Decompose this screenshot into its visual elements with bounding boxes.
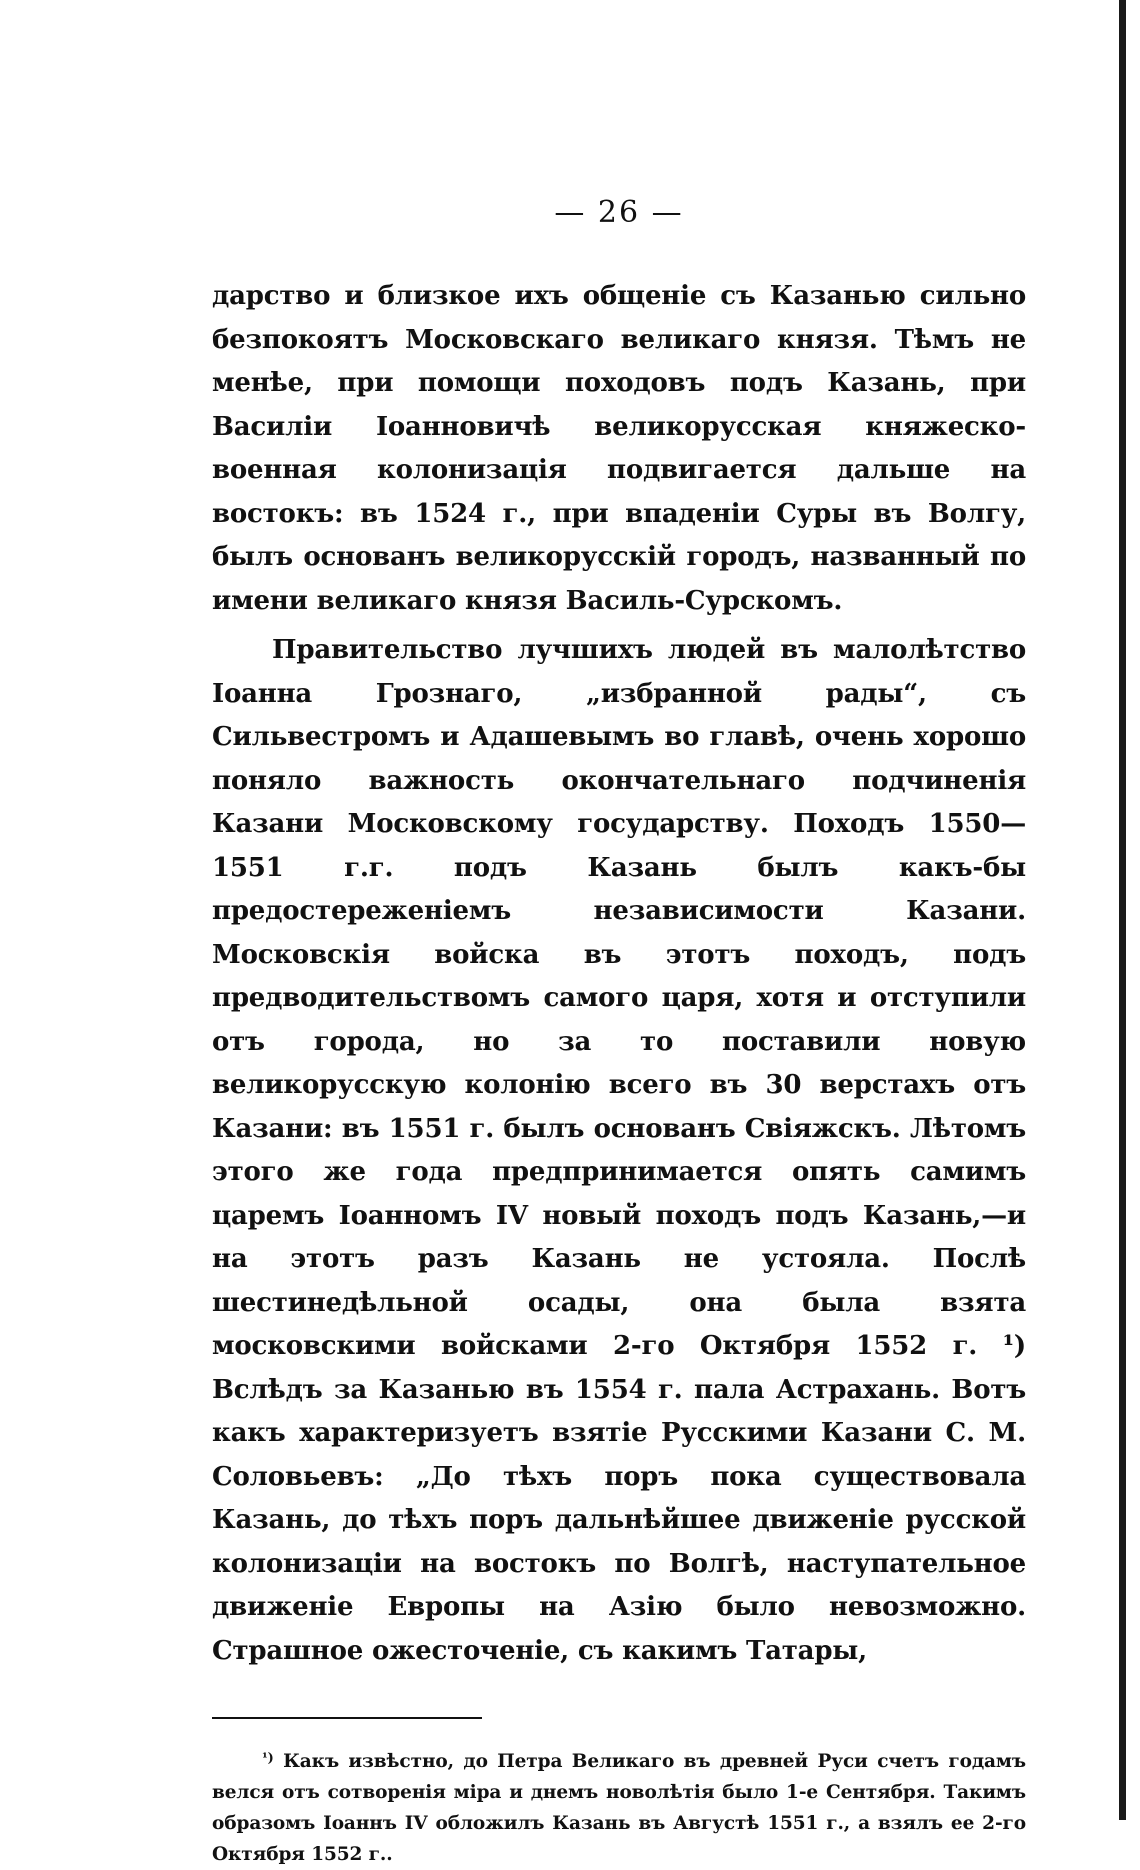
paragraph: дарство и близкое ихъ общеніе съ Казанью сильно безпокоятъ Московскаго великаго князя. Тѣмъ не менѣе, при помощи походовъ подъ Казань, при Василіи Іоанновичѣ великорусская княжеско-военная колонизація подвигается дальше на востокъ: въ 1524 г., при впаденіи Суры въ Волгу, былъ основанъ великорусскій городъ, названный по имени великаго князя Василь-Сурскомъ. [212,281,1026,616]
footnote-text: Какъ извѣстно, до Петра Великаго въ древней Руси счетъ годамъ велся отъ сотворенія міра и днемъ новолѣтія было 1-е Сентября. Такимъ образомъ Іоаннъ IV обложилъ Казань въ Августѣ 1551 г., а взялъ ее 2-го Октября 1552 г.. [212,1751,1026,1865]
scan-page-edge [1119,0,1126,1820]
paragraph: Правительство лучшихъ людей въ малолѣтство Іоанна Грознаго, „избранной рады“, съ Сильвестромъ и Адашевымъ во главѣ, очень хорошо поняло важность окончательнаго подчиненія Казани Московскому государству. Походъ 1550—1551 г.г. подъ Казань былъ какъ-бы предостереженіемъ независимости Казани. Московскія войска въ этотъ походъ, подъ предводительствомъ самого царя, хотя и отступили отъ города, но за то поставили новую великорусскую колонію всего въ 30 верстахъ отъ Казани: въ 1551 г. былъ основанъ Свіяжскъ. Лѣтомъ этого же года предпринимается опять самимъ царемъ Іоанномъ IV новый походъ подъ Казань,—и на этотъ разъ Казань не устояла. Послѣ шестинедѣльной осады, она была взята московскими войсками 2-го Октября 1552 г. ¹) Вслѣдъ за Казанью въ 1554 г. пала Астрахань. Вотъ какъ характеризуетъ взятіе Русскими Казани С. М. Соловьевъ: „До тѣхъ поръ пока существовала Казань, до тѣхъ поръ дальнѣйшее движеніе русской колонизаціи на востокъ по Волгѣ, наступательное движеніе Европы на Азію было невозможно. Страшное ожесточеніе, съ какимъ Татары, [212,635,1026,1666]
book-page [212,195,1026,1870]
page-number: — 26 — [554,195,684,230]
footnote-divider [212,1717,482,1719]
footnote-marker: ¹) [262,1751,274,1766]
body-text [212,275,1026,1673]
footnote [212,1743,1026,1870]
